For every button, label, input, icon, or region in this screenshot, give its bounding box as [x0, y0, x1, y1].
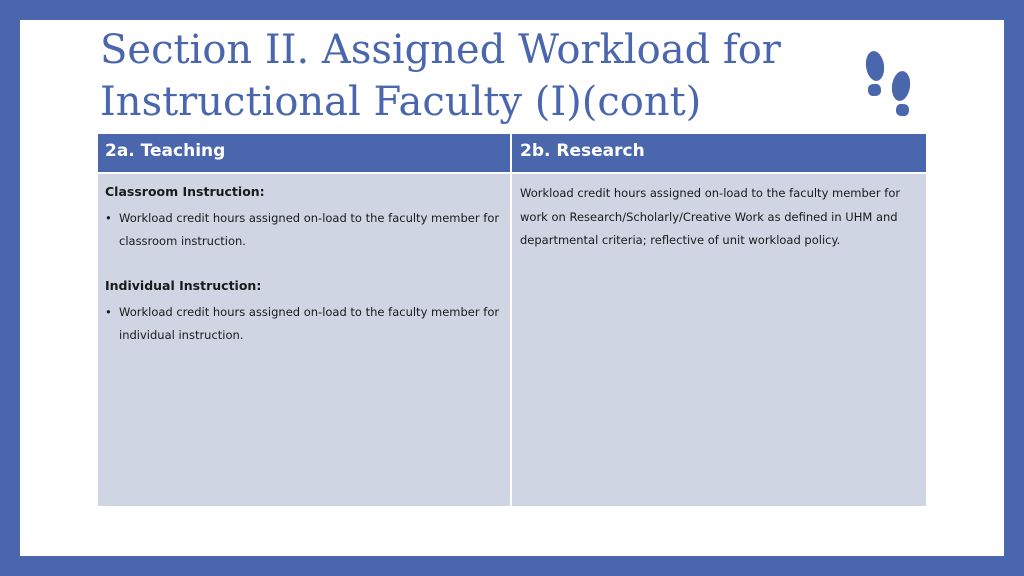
- list-item: [105, 301, 500, 347]
- bullet-icon: •: [105, 305, 112, 319]
- research-text: Workload credit hours assigned on-load to the faculty member for work on Research/Scholarly/Creative Work as defined in UHM and departmental criteria; reflective of unit workload policy.: [520, 186, 901, 247]
- classroom-instruction-text: Workload credit hours assigned on-load to the faculty member for classroom instruction.: [119, 211, 500, 248]
- teaching-cell: [98, 174, 510, 506]
- research-cell: [512, 174, 926, 506]
- page-title: Section II. Assigned Workload for Instructional Faculty (I)(cont): [100, 27, 781, 125]
- header-research: 2b. Research: [512, 134, 926, 172]
- footprints-icon: [858, 46, 918, 122]
- slide: [20, 20, 1004, 556]
- individual-instruction-text: Workload credit hours assigned on-load to the faculty member for individual instruction.: [119, 305, 500, 342]
- classroom-instruction-heading: Classroom Instruction:: [105, 184, 265, 199]
- individual-instruction-heading: Individual Instruction:: [105, 278, 262, 293]
- header-teaching: 2a. Teaching: [98, 134, 510, 172]
- bullet-icon: •: [105, 211, 112, 225]
- workload-table: [98, 134, 926, 506]
- list-item: [105, 207, 500, 253]
